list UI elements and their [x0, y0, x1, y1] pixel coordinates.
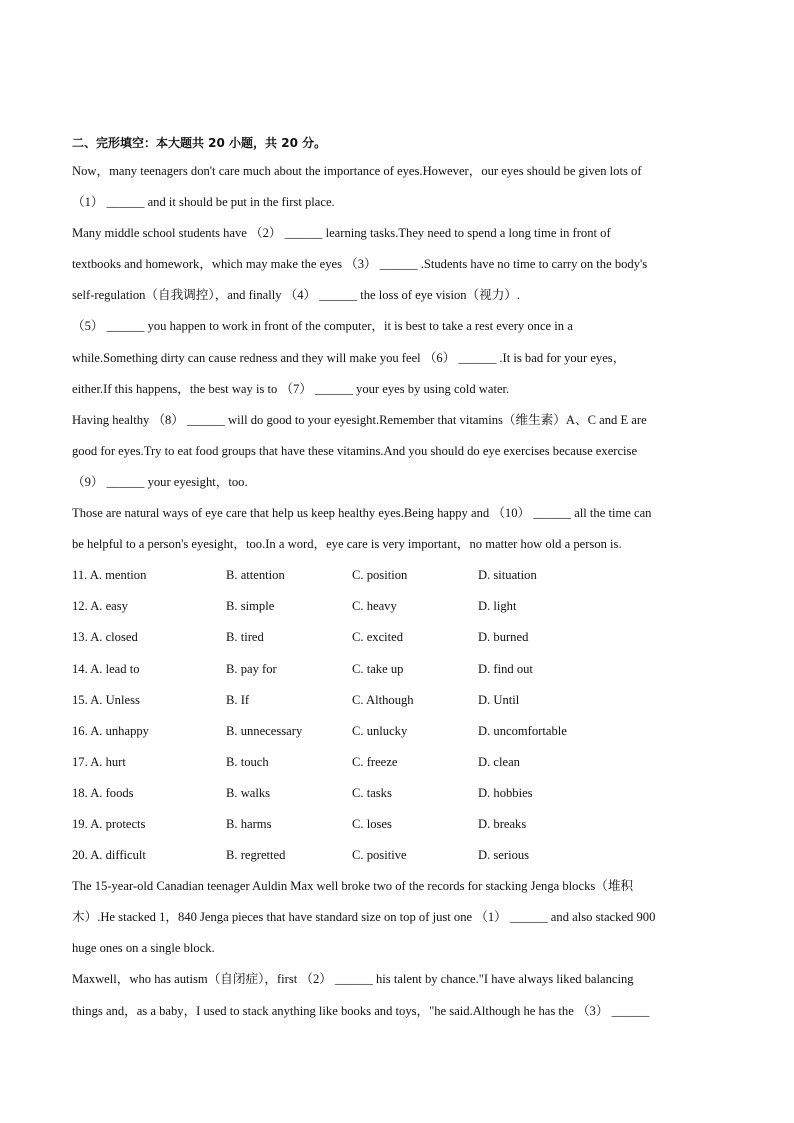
option-a: 14. A. lead to [72, 661, 140, 676]
section-heading: 二、完形填空：本大题共 20 小题，共 20 分。 [72, 136, 327, 150]
option-d: D. clean [478, 754, 520, 769]
option-a: 16. A. unhappy [72, 723, 149, 738]
option-d: D. serious [478, 848, 530, 863]
passage-line: be helpful to a person's eyesight，too.In a word，eye care is very important，no matter how old a person is. [72, 537, 622, 552]
passage-line: self-regulation（自我调控），and finally （4） ______ the loss of eye vision（视力）. [72, 288, 521, 303]
passage-line: Maxwell，who has autism（自闭症），first （2） ______ his talent by chance."I have always liked balancing [72, 972, 634, 987]
option-c: C. position [352, 568, 408, 583]
option-a: 13. A. closed [72, 630, 138, 645]
passage-line: The 15-year-old Canadian teenager Auldin Max well broke two of the records for stacking Jenga blocks（堆积 [72, 879, 634, 894]
question-options-row [72, 560, 724, 591]
option-d: D. uncomfortable [478, 723, 567, 738]
passage-line: Having healthy （8） ______ will do good to your eyesight.Remember that vitamins（维生素）A、C and E are [72, 412, 647, 427]
option-c: C. unlucky [352, 723, 408, 738]
passage-line: Many middle school students have （2） ______ learning tasks.They need to spend a long time in front of [72, 226, 611, 241]
passage-line: textbooks and homework，which may make the eyes （3） ______ .Students have no time to carry on the body's [72, 257, 648, 272]
option-a: 12. A. easy [72, 599, 128, 614]
passage-eye-care [72, 156, 724, 560]
option-b: B. walks [226, 785, 271, 800]
option-c: C. Although [352, 692, 414, 707]
option-b: B. touch [226, 754, 269, 769]
option-d: D. light [478, 599, 517, 614]
option-a: 17. A. hurt [72, 754, 126, 769]
option-a: 15. A. Unless [72, 692, 140, 707]
option-d: D. situation [478, 568, 537, 583]
passage-line: huge ones on a single block. [72, 941, 215, 956]
passage-line: Now，many teenagers don't care much about the importance of eyes.However，our eyes should be given lots of [72, 164, 642, 178]
question-options-row [72, 747, 724, 778]
option-b: B. regretted [226, 848, 286, 863]
question-options-row [72, 591, 724, 622]
passage-line: while.Something dirty can cause redness and they will make you feel （6） ______ .It is bad for your eyes， [72, 350, 626, 365]
option-c: C. freeze [352, 754, 398, 769]
question-options-row [72, 778, 724, 809]
option-b: B. If [226, 692, 250, 707]
question-options-row [72, 654, 724, 685]
passage-line: （1） ______ and it should be put in the first place. [72, 195, 335, 210]
option-c: C. heavy [352, 599, 397, 614]
passage-line: Those are natural ways of eye care that help us keep healthy eyes.Being happy and （10） ______ all the time can [72, 506, 652, 521]
options-list [72, 560, 724, 871]
option-a: 20. A. difficult [72, 848, 146, 863]
exam-page [72, 130, 724, 1027]
question-options-row [72, 840, 724, 871]
option-d: D. burned [478, 630, 529, 645]
option-c: C. take up [352, 661, 404, 676]
question-options-row [72, 716, 724, 747]
option-b: B. unnecessary [226, 723, 303, 738]
option-b: B. tired [226, 630, 264, 645]
question-options-row [72, 685, 724, 716]
option-b: B. attention [226, 568, 285, 583]
option-a: 18. A. foods [72, 785, 134, 800]
option-c: C. tasks [352, 785, 392, 800]
option-c: C. excited [352, 630, 404, 645]
option-d: D. find out [478, 661, 533, 676]
option-a: 11. A. mention [72, 568, 147, 583]
option-c: C. positive [352, 848, 407, 863]
option-b: B. simple [226, 599, 275, 614]
passage-line: （9） ______ your eyesight，too. [72, 474, 248, 489]
question-options-row [72, 809, 724, 840]
question-options-row [72, 622, 724, 653]
passage-line: 木）.He stacked 1，840 Jenga pieces that have standard size on top of just one （1） ______ and also stacked 900 [72, 910, 656, 925]
option-b: B. harms [226, 816, 272, 831]
option-a: 19. A. protects [72, 816, 146, 831]
passage-line: either.If this happens，the best way is to （7） ______ your eyes by using cold water. [72, 381, 510, 396]
passage-line: good for eyes.Try to eat food groups that have these vitamins.And you should do eye exercises because exercise [72, 443, 638, 458]
option-c: C. loses [352, 816, 392, 831]
option-b: B. pay for [226, 661, 277, 676]
passage-line: （5） ______ you happen to work in front of the computer，it is best to take a rest every once in a [72, 319, 573, 334]
passage-line: things and，as a baby，I used to stack anything like books and toys，"he said.Although he has the （3） ______ [72, 1003, 650, 1018]
passage-jenga [72, 871, 724, 1026]
option-d: D. breaks [478, 816, 527, 831]
option-d: D. Until [478, 692, 520, 707]
option-d: D. hobbies [478, 785, 533, 800]
